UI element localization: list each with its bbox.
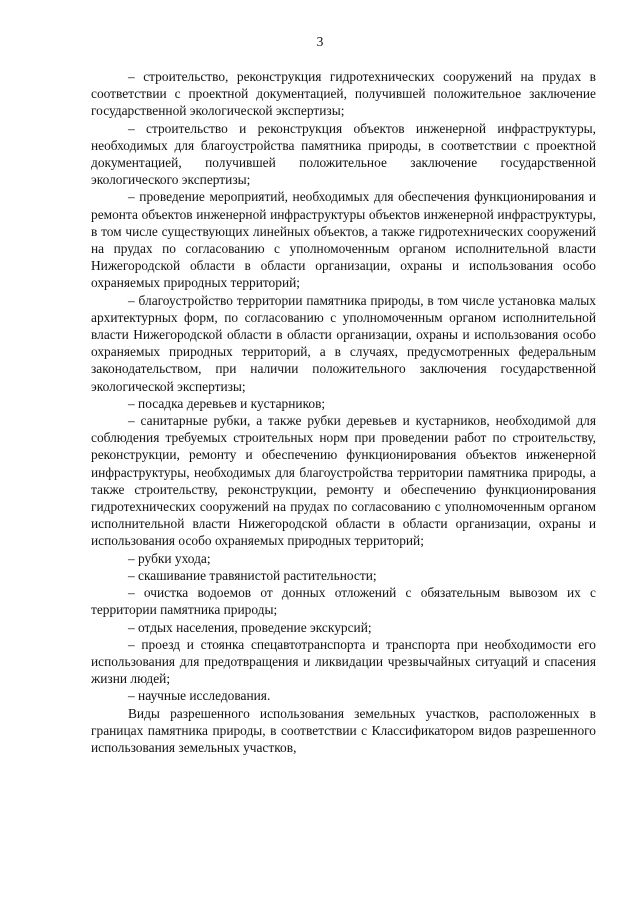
list-item-infrastructure-maintenance: – проведение мероприятий, необходимых для обеспечения функционирования и ремонта объектов инженерной инфраструктуры объектов инженерной инфраструктуры, в том числе существующих линейных объектов, а также гидротехнических сооружений на прудах по согласованию с уполномоченным органом исполнительной власти Нижегородской области в области организации, охраны и использования особо охраняемых природных территорий; <box>91 189 596 291</box>
list-item-landscaping: – благоустройство территории памятника природы, в том числе установка малых архитектурных форм, по согласованию с уполномоченным органом исполнительной власти Нижегородской области в области организации, охраны и использования особо охраняемых природных территорий, а в случаях, предусмотренных федеральным законодательством, при наличии положительного заключения государственной экологической экспертизы; <box>91 292 596 394</box>
document-body <box>91 68 596 756</box>
list-item-research: – научные исследования. <box>128 688 271 704</box>
list-item-special-transport: – проезд и стоянка спецавтотранспорта и транспорта при необходимости его использования для предотвращения и ликвидации чрезвычайных ситуаций и спасения жизни людей; <box>91 636 596 687</box>
list-item-hydro-construction: – строительство, реконструкция гидротехнических сооружений на прудах в соответствии с проектной документацией, получившей положительное заключение государственной экологической экспертизы; <box>91 69 596 119</box>
paragraph-permitted-use: Виды разрешенного использования земельных участков, расположенных в границах памятника природы, в соответствии с Классификатором видов разрешенного использования земельных участков, <box>91 705 596 755</box>
list-item-tree-planting: – посадка деревьев и кустарников; <box>128 395 326 411</box>
list-item-recreation: – отдых населения, проведение экскурсий; <box>128 619 372 635</box>
list-item-maintenance-felling: – рубки ухода; <box>128 550 211 566</box>
list-item-sanitary-felling: – санитарные рубки, а также рубки деревьев и кустарников, необходимой для соблюдения требуемых строительных норм при проведении работ по строительству, реконструкции, ремонту и обеспечению функционирования объектов инженерной инфраструктуры, необходимых для благоустройства территории памятника природы, а также строительству, реконструкции, ремонту и обеспечению функционирования гидротехнических сооружений на прудах по согласованию с уполномоченным органом исполнительной власти Нижегородской области в области организации, охраны и использования особо охраняемых природных территорий; <box>91 413 596 549</box>
page-number: 3 <box>316 34 324 49</box>
list-item-pond-cleaning: – очистка водоемов от донных отложений с обязательным вывозом их с территории памятника природы; <box>91 585 596 618</box>
list-item-mowing: – скашивание травянистой растительности; <box>128 567 377 583</box>
list-item-engineering-construction: – строительство и реконструкция объектов инженерной инфраструктуры, необходимых для благоустройства памятника природы, в соответствии с проектной документацией, получившей положительное заключение государственной экологического экспертизы; <box>91 120 596 188</box>
